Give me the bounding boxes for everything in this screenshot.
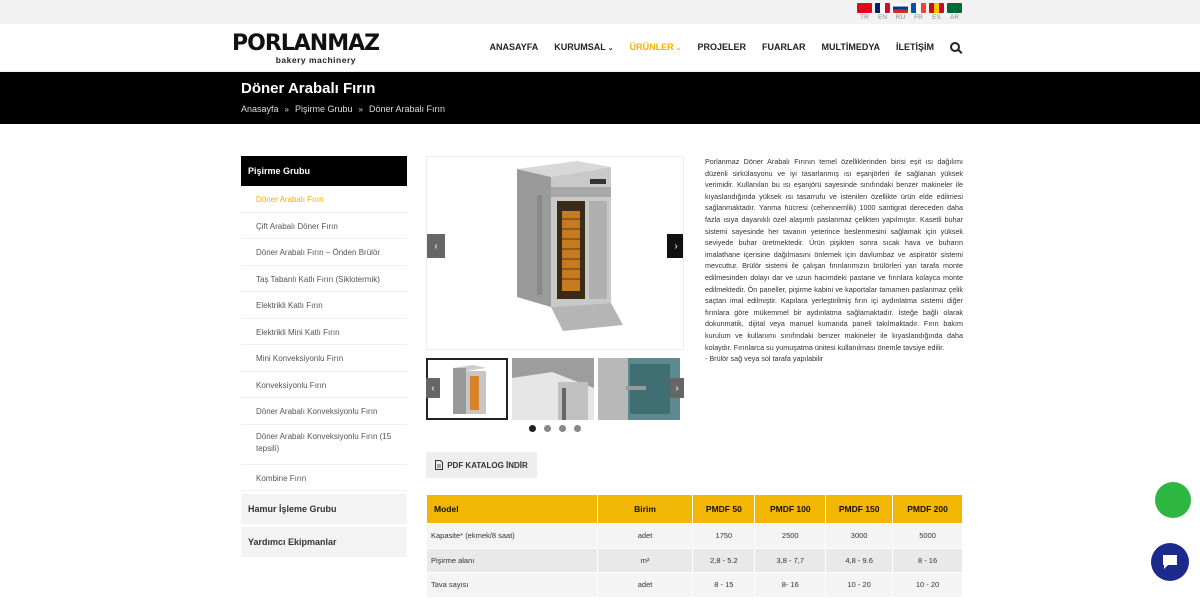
table-cell: 5000 [893, 524, 963, 549]
language-code: ES [932, 14, 941, 21]
pdf-file-icon [435, 460, 443, 470]
sidebar-item[interactable]: Kombine Fırın [241, 465, 407, 492]
main-nav [490, 42, 960, 52]
table-cell: 1750 [693, 524, 755, 549]
table-cell: 3,8 - 7,7 [755, 548, 826, 573]
table-cell: 2,8 - 5.2 [693, 548, 755, 573]
table-row [427, 548, 963, 573]
table-cell: Kapasite* (ekmek/8 saat) [427, 524, 598, 549]
thumbnail-next-button[interactable]: › [670, 378, 684, 398]
spec-header: Birim [597, 495, 693, 524]
gallery-dots [529, 425, 581, 432]
table-cell: 8 - 15 [693, 573, 755, 598]
language-code: TR [860, 14, 869, 21]
chevron-down-icon: ⌄ [607, 45, 614, 52]
language-code: FR [914, 14, 923, 21]
subcategory-list [241, 186, 407, 491]
sidebar-item[interactable]: Taş Tabanlı Katlı Fırın (Siklotermik) [241, 266, 407, 293]
table-cell: 8- 16 [755, 573, 826, 598]
product-description [705, 156, 963, 365]
logo-tagline: bakery machinery [275, 55, 356, 65]
breadcrumb [241, 104, 445, 114]
oven-image [427, 157, 684, 350]
chat-bubble-icon [1161, 554, 1179, 570]
flag-icon [947, 3, 962, 13]
nav-products[interactable] [630, 42, 682, 52]
gallery-dot[interactable] [544, 425, 551, 432]
gallery-prev-button[interactable]: ‹ [427, 234, 445, 258]
gallery-dot[interactable] [559, 425, 566, 432]
chevron-down-icon: ⌄ [675, 45, 682, 52]
thumbnail-image [598, 358, 680, 420]
table-cell: 8 - 16 [893, 548, 963, 573]
table-cell: 10 - 20 [826, 573, 893, 598]
whatsapp-button[interactable] [1155, 482, 1191, 518]
gallery-dot[interactable] [529, 425, 536, 432]
nav-products-label: ÜRÜNLER [629, 42, 674, 52]
language-fr[interactable] [911, 3, 926, 22]
flag-icon [875, 3, 890, 13]
table-cell: 3000 [826, 524, 893, 549]
category-equipment[interactable]: Yardımcı Ekipmanlar [241, 527, 407, 557]
gallery-next-button[interactable]: › [667, 234, 684, 258]
flag-icon [893, 3, 908, 13]
spec-header: PMDF 200 [893, 495, 963, 524]
thumbnail-prev-button[interactable]: ‹ [426, 378, 440, 398]
pdf-download-button[interactable] [426, 452, 537, 478]
language-tr[interactable] [857, 3, 872, 22]
page-banner [0, 72, 1200, 124]
table-cell: 2500 [755, 524, 826, 549]
logo[interactable] [232, 31, 380, 65]
category-sidebar [241, 156, 407, 557]
category-cooking[interactable]: Pişirme Grubu [241, 156, 407, 186]
sidebar-item[interactable]: Mini Konveksiyonlu Fırın [241, 345, 407, 372]
flag-icon [857, 3, 872, 13]
breadcrumb-current: Döner Arabalı Fırın [368, 104, 445, 114]
search-icon[interactable] [950, 42, 960, 52]
product-main-image[interactable] [426, 156, 684, 350]
nav-contact[interactable]: İLETİŞİM [896, 42, 934, 52]
thumbnail[interactable] [512, 358, 594, 420]
language-en[interactable] [875, 3, 890, 22]
flag-icon [911, 3, 926, 13]
description-text: Porlanmaz Döner Arabalı Fırının temel özelliklerinden birisi eşit ısı dağılımı düzenli sirkülasyonu ve iyi tasarlanmış ısı eşanjörleri ile sağlanan yüksek verimidir. Kullanılan bu ısı eşanjörü sayesinde sınıfındaki benzer makineler ile kıyaslandığında yüksek ısı tasarrufu ve istenilen özellikte ürün elde edilmesi sağlanmaktadır. Yanma hücresi (cehennemlik) 1000 santigrat dereceden daha fazla ısıya dayanıklı özel alaşımlı paslanmaz çelikten yapılmıştır. Kasetli buhar sistemi sayesinde her tavanın yeterince beslenmesini sağlamak için yüksek seviyede buhar üretmektedir. Ürün pişikten sonra sıcak hava ve buharın imalathane içerisine dağılmasını önlemek için davlumbaz ve aspiratör sistemi mevcuttur. Brülör sistemi ile çalışan fırınlarımızın brülörleri yan tarafa monte edilmesinden dolayı dar ve uzun hacimdeki pastane ve fırınlara kolayca monte edilmektedir. Ön paneller, pişirme kabini ve kaportalar tamamen paslanmaz çelik saçtan imal edilmiştir. Kapılara yerleştirilmiş fırın içi aydınlatma sistemi diğer fırınlara göre mükemmel bir aydınlatma sağlamaktadır. İsteğe bağlı olarak dokunmatik, dijital veya manuel kumanda paneli takılmaktadır. Fırın bakım kurulum ve kullanımı sınıfındaki benzer makineler ile kıyaslandığında daha kolaydır. Fırınlarca su yumuşatma ünitesi kullanılması önemle tavsiye edilir. [705, 157, 963, 352]
table-cell: m² [597, 548, 693, 573]
language-code: RU [895, 14, 906, 21]
sidebar-item[interactable]: Döner Arabalı Konveksiyonlu Fırın (15 tepsili) [241, 425, 407, 465]
sidebar-item[interactable]: Çift Arabalı Döner Fırın [241, 213, 407, 240]
sidebar-item[interactable]: Döner Arabalı Fırın [241, 186, 407, 213]
double-chevron-icon: » [358, 104, 363, 114]
language-code: EN [877, 14, 888, 21]
chat-button[interactable] [1151, 543, 1189, 581]
thumbnail-image [428, 360, 508, 420]
category-dough[interactable]: Hamur İşleme Grubu [241, 494, 407, 524]
page-title: Döner Arabalı Fırın [241, 80, 376, 97]
language-code: AR [949, 14, 960, 21]
thumbnail[interactable] [598, 358, 680, 420]
thumbnail-image [512, 358, 594, 420]
sidebar-item[interactable]: Elektrikli Katlı Fırın [241, 292, 407, 319]
sidebar-item[interactable]: Döner Arabalı Konveksiyonlu Fırın [241, 398, 407, 425]
language-switcher [857, 3, 962, 22]
nav-fairs[interactable]: FUARLAR [762, 42, 806, 52]
breadcrumb-home[interactable]: Anasayfa [241, 104, 279, 114]
spec-table [426, 494, 963, 598]
language-es[interactable] [929, 3, 944, 22]
table-cell: adet [597, 573, 693, 598]
language-ar[interactable] [947, 3, 962, 22]
spec-header: PMDF 100 [755, 495, 826, 524]
nav-home[interactable]: ANASAYFA [489, 42, 539, 52]
nav-corporate[interactable] [554, 42, 613, 52]
spec-header-row [427, 495, 963, 524]
sidebar-item[interactable]: Konveksiyonlu Fırın [241, 372, 407, 399]
nav-multimedia[interactable]: MULTİMEDYA [821, 42, 880, 52]
table-cell: Pişirme alanı [427, 548, 598, 573]
nav-corporate-label: KURUMSAL [554, 42, 606, 52]
logo-brand: PORLANMAZ [232, 31, 380, 56]
spec-header: PMDF 50 [693, 495, 755, 524]
spec-header: Model [427, 495, 598, 524]
language-ru[interactable] [893, 3, 908, 22]
gallery-dot[interactable] [574, 425, 581, 432]
site-header [0, 24, 1200, 72]
spec-header: PMDF 150 [826, 495, 893, 524]
flag-icon [929, 3, 944, 13]
breadcrumb-category[interactable]: Pişirme Grubu [294, 104, 353, 114]
thumbnail-strip [426, 358, 684, 420]
top-bar [0, 0, 1200, 24]
double-chevron-icon: » [284, 104, 289, 114]
table-cell: Tava sayısı [427, 573, 598, 598]
sidebar-item[interactable]: Döner Arabalı Fırın – Önden Brülör [241, 239, 407, 266]
table-cell: 10 - 20 [893, 573, 963, 598]
table-row [427, 524, 963, 549]
nav-projects[interactable]: PROJELER [697, 42, 746, 52]
description-note: - Brülör sağ veya sol tarafa yapılabilir [705, 354, 824, 364]
pdf-download-label: PDF KATALOG İNDİR [447, 460, 528, 470]
sidebar-item[interactable]: Elektrikli Mini Katlı Fırın [241, 319, 407, 346]
table-row [427, 573, 963, 598]
table-cell: 4,8 - 9.6 [826, 548, 893, 573]
table-cell: adet [597, 524, 693, 549]
